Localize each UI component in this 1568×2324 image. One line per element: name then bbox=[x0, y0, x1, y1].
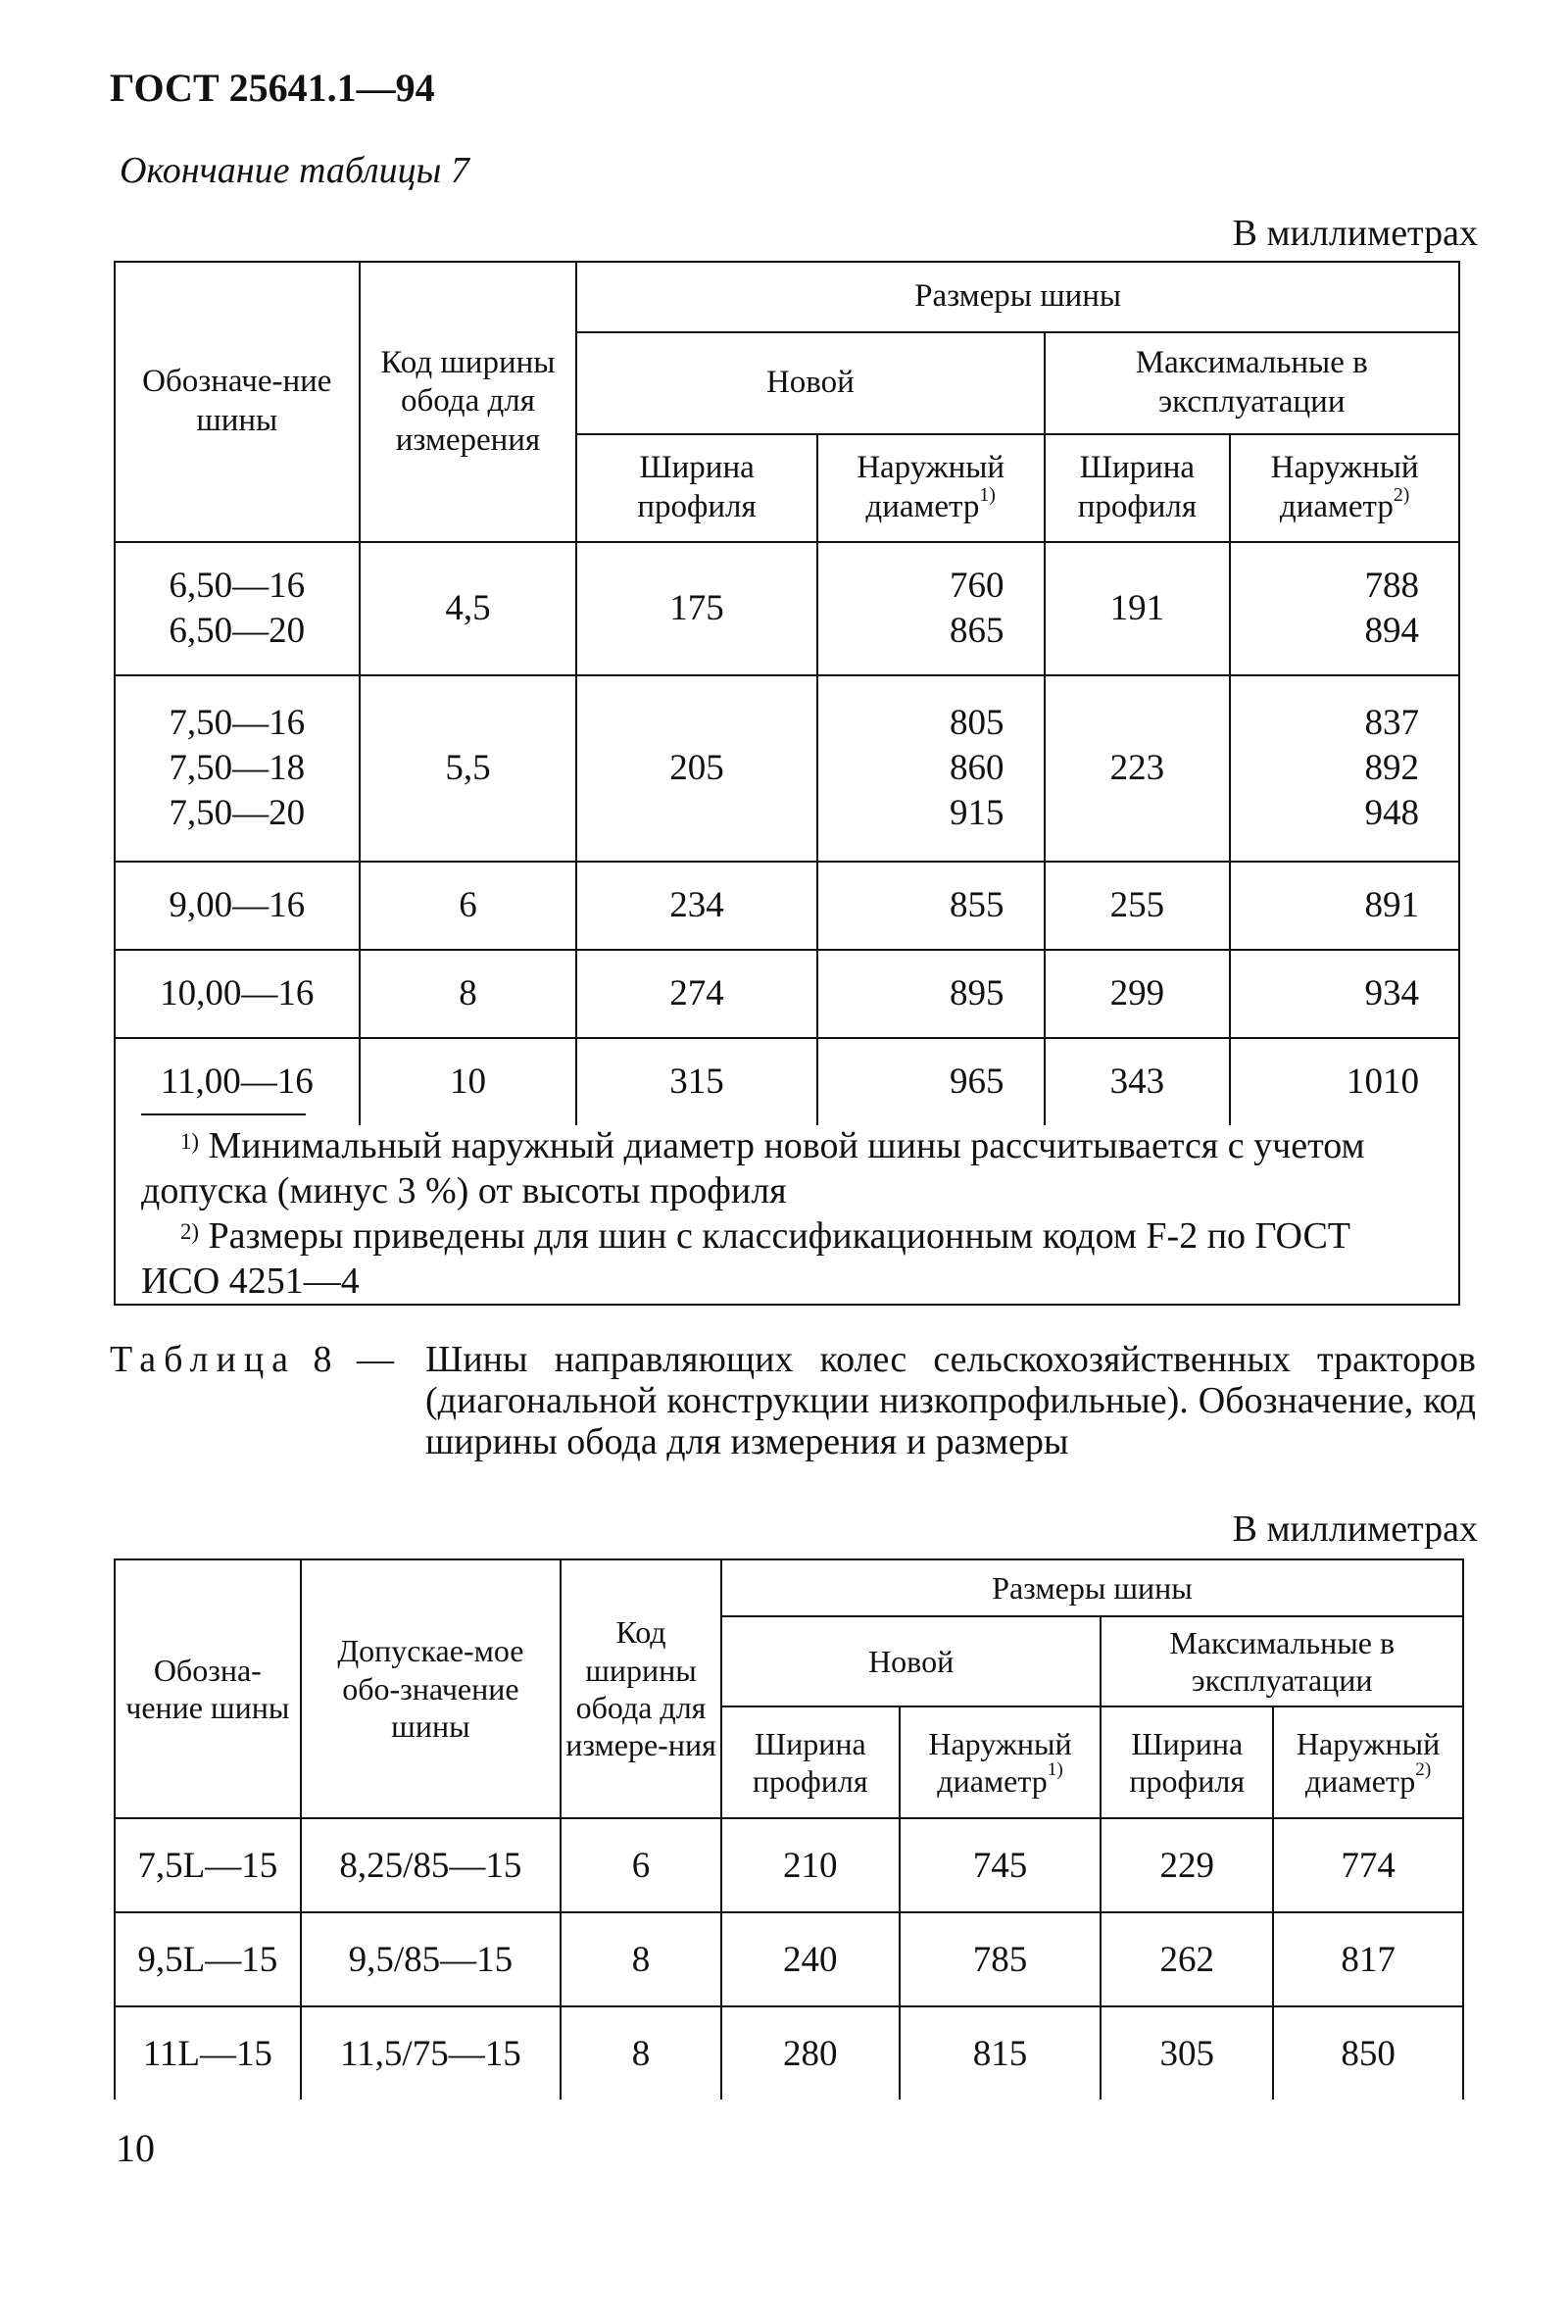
cell-new-diameter: 855 bbox=[817, 862, 1045, 950]
cell-new-width: 274 bbox=[576, 950, 817, 1038]
header-tire-sizes: Размеры шины bbox=[576, 262, 1459, 332]
cell-allowed-designation: 9,5/85—15 bbox=[301, 1912, 561, 2006]
cell-designation: 11L—15 bbox=[115, 2006, 301, 2100]
cell-max-width: 255 bbox=[1045, 862, 1231, 950]
cell-designation: 11,00—16 bbox=[115, 1038, 360, 1125]
cell-max-diameter: 788 894 bbox=[1230, 542, 1459, 675]
cell-max-diameter: 817 bbox=[1273, 1912, 1463, 2006]
cell-rim: 6 bbox=[561, 1818, 721, 1912]
header-new-width: Ширина профиля bbox=[576, 434, 817, 542]
cell-max-width: 343 bbox=[1045, 1038, 1231, 1125]
header-max-in-service: Максимальные в эксплуатации bbox=[1101, 1616, 1463, 1706]
header-tire-sizes: Размеры шины bbox=[721, 1559, 1463, 1616]
table-row bbox=[115, 2006, 1463, 2100]
cell-max-diameter: 850 bbox=[1273, 2006, 1463, 2100]
cell-new-diameter: 805 860 915 bbox=[817, 675, 1045, 862]
cell-rim: 8 bbox=[561, 1912, 721, 2006]
cell-designation: 7,50—16 7,50—18 7,50—20 bbox=[115, 675, 360, 862]
header-max-width: Ширина профиля bbox=[1045, 434, 1231, 542]
cell-new-width: 240 bbox=[721, 1912, 900, 2006]
table-8 bbox=[114, 1558, 1464, 2100]
cell-new-diameter: 745 bbox=[900, 1818, 1102, 1912]
cell-new-width: 205 bbox=[576, 675, 817, 862]
cell-rim: 6 bbox=[360, 862, 577, 950]
header-rim-code: Код ширины обода для измере-ния bbox=[561, 1559, 721, 1818]
table-row bbox=[115, 542, 1459, 675]
footnote-1: $^{1)}$ Минимальный наружный диаметр новой шины рассчитывается с учетом допуска (минус 3 %) от высоты профиля bbox=[141, 1125, 1365, 1211]
footnote-2: $^{2)}$ Размеры приведены для шин с классификационным кодом F-2 по ГОСТ ИСО 4251—4 bbox=[141, 1215, 1351, 1302]
footnote-ref-2: 2) bbox=[1415, 1759, 1432, 1780]
header-new-diameter: Наружный диаметр$^{1)}$ bbox=[817, 434, 1045, 542]
header-designation: Обозна-чение шины bbox=[115, 1559, 301, 1818]
cell-designation: 6,50—16 6,50—20 bbox=[115, 542, 360, 675]
header-allowed-designation: Допускае-мое обо-значение шины bbox=[301, 1559, 561, 1818]
cell-max-diameter: 891 bbox=[1230, 862, 1459, 950]
header-designation: Обозначе-ние шины bbox=[115, 262, 360, 542]
table-row bbox=[115, 1818, 1463, 1912]
footnote-ref-1: 1) bbox=[979, 484, 996, 506]
header-new-diameter: Наружный диаметр$^{1)}$ bbox=[900, 1706, 1102, 1818]
cell-rim: 8 bbox=[561, 2006, 721, 2100]
cell-max-width: 223 bbox=[1045, 675, 1231, 862]
cell-designation: 9,5L—15 bbox=[115, 1912, 301, 2006]
cell-allowed-designation: 8,25/85—15 bbox=[301, 1818, 561, 1912]
document-code: ГОСТ 25641.1—94 bbox=[110, 66, 435, 110]
cell-max-width: 229 bbox=[1101, 1818, 1273, 1912]
cell-new-width: 315 bbox=[576, 1038, 817, 1125]
header-rim-code: Код ширины обода для измерения bbox=[360, 262, 577, 542]
units-label-table7: В миллиметрах bbox=[1232, 213, 1478, 254]
cell-new-diameter: 785 bbox=[900, 1912, 1102, 2006]
cell-max-width: 262 bbox=[1101, 1912, 1273, 2006]
header-max-diameter: Наружный диаметр$^{2)}$ bbox=[1230, 434, 1459, 542]
table-row bbox=[115, 950, 1459, 1038]
cell-allowed-designation: 11,5/75—15 bbox=[301, 2006, 561, 2100]
cell-designation: 10,00—16 bbox=[115, 950, 360, 1038]
cell-new-diameter: 815 bbox=[900, 2006, 1102, 2100]
header-new-width: Ширина профиля bbox=[721, 1706, 900, 1818]
header-max-diameter: Наружный диаметр$^{2)}$ bbox=[1273, 1706, 1463, 1818]
cell-max-diameter: 934 bbox=[1230, 950, 1459, 1038]
footnote-ref-1: 1) bbox=[1047, 1759, 1063, 1780]
header-max-width: Ширина профиля bbox=[1101, 1706, 1273, 1818]
cell-new-diameter: 895 bbox=[817, 950, 1045, 1038]
table-7 bbox=[114, 261, 1460, 1125]
cell-designation: 7,5L—15 bbox=[115, 1818, 301, 1912]
cell-new-width: 280 bbox=[721, 2006, 900, 2100]
units-label-table8: В миллиметрах bbox=[1232, 1508, 1478, 1550]
table-continuation-label: Окончание таблицы 7 bbox=[120, 150, 469, 191]
cell-new-width: 210 bbox=[721, 1818, 900, 1912]
footnote-ref-2: 2) bbox=[1393, 484, 1410, 506]
header-new: Новой bbox=[721, 1616, 1101, 1706]
cell-rim: 5,5 bbox=[360, 675, 577, 862]
cell-new-width: 175 bbox=[576, 542, 817, 675]
footnote-rule bbox=[141, 1113, 306, 1115]
header-max-in-service: Максимальные в эксплуатации bbox=[1045, 332, 1460, 434]
cell-rim: 4,5 bbox=[360, 542, 577, 675]
cell-rim: 8 bbox=[360, 950, 577, 1038]
cell-max-width: 191 bbox=[1045, 542, 1231, 675]
cell-max-diameter: 837 892 948 bbox=[1230, 675, 1459, 862]
caption-text: Шины направляющих колес сельскохозяйственных тракторов (диагональной конструкции низкопрофильные). Обозначение, код ширины обода для измерения и размеры bbox=[425, 1339, 1476, 1462]
table-row bbox=[115, 862, 1459, 950]
caption-label: Таблица 8 — bbox=[110, 1339, 403, 1380]
cell-max-diameter: 1010 bbox=[1230, 1038, 1459, 1125]
table-row bbox=[115, 1912, 1463, 2006]
cell-max-diameter: 774 bbox=[1273, 1818, 1463, 1912]
cell-designation: 9,00—16 bbox=[115, 862, 360, 950]
cell-new-diameter: 760 865 bbox=[817, 542, 1045, 675]
cell-new-diameter: 965 bbox=[817, 1038, 1045, 1125]
page-number: 10 bbox=[116, 2126, 155, 2170]
table-row bbox=[115, 675, 1459, 862]
header-new: Новой bbox=[576, 332, 1044, 434]
table8-caption bbox=[110, 1339, 1476, 1462]
cell-max-width: 305 bbox=[1101, 2006, 1273, 2100]
cell-rim: 10 bbox=[360, 1038, 577, 1125]
cell-max-width: 299 bbox=[1045, 950, 1231, 1038]
cell-new-width: 234 bbox=[576, 862, 817, 950]
